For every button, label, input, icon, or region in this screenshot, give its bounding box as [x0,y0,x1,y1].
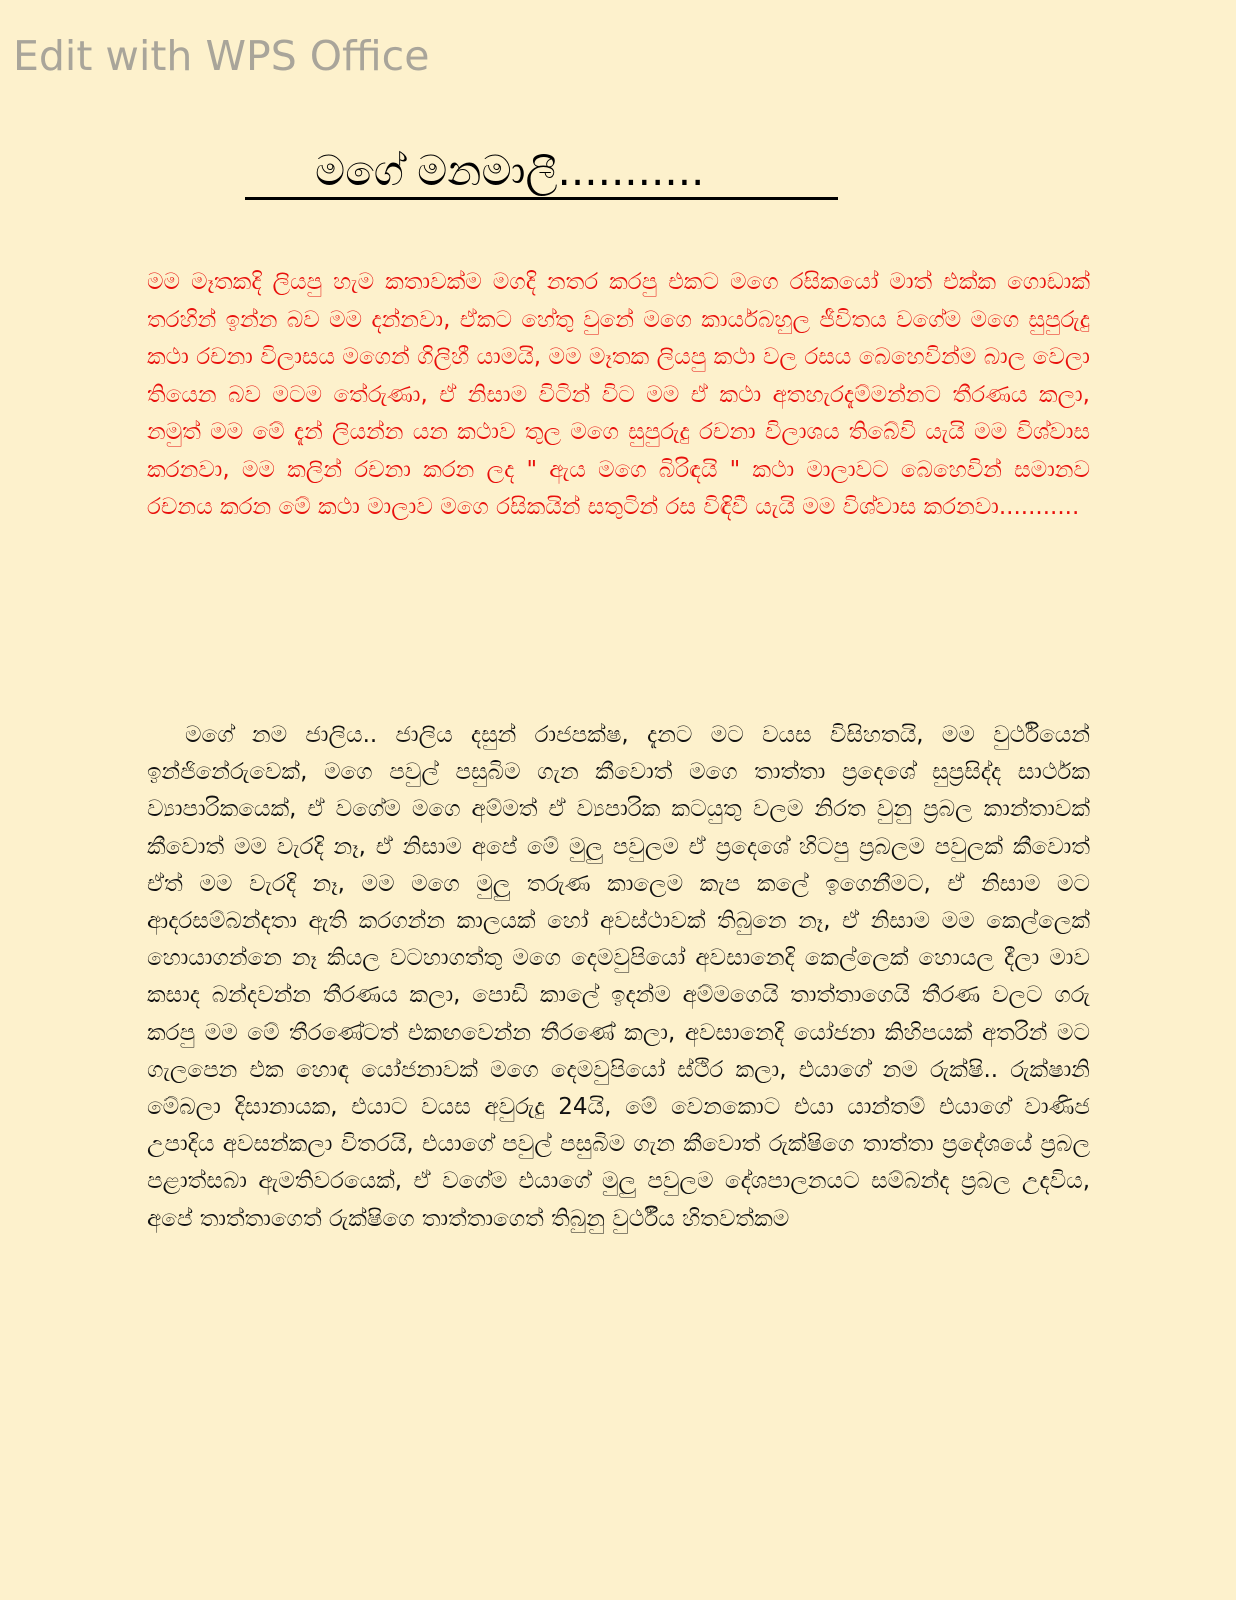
wps-watermark: Edit with WPS Office [13,32,430,80]
intro-paragraph: මම මෑතකදි ලියපු හැම කතාවක්ම මගදි නතර කරපු එකට මගෙ රසිකයෝ මාත් එක්ක ගොඩාක් තරහින් ඉන්න බව මම දන්නවා, ඒකට හේතු වුනේ මගෙ කාර්යබහුල ජීවිතය වගේම මගෙ සුපුරුදු කථා රචනා විලාසය මගෙන් ගිලිහී යාමයි, මම මෑතක ලියපු කථා වල රසය බෙහෙවින්ම බාල වෙලා තියෙන බව මටම තේරුණා, ඒ නිසාම විටින් විට මම ඒ කථා අතහැරදැම්මන්නට තීරණය කලා, නමුත් මම මේ දැන් ලියන්න යන කථාව තුල මගෙ සුපුරුදු රචනා විලාශය තිබේවි යැයි මම විශ්වාස කරනවා, මම කලින් රචනා කරන ලද " ඇය මගෙ බිරිඳයි " කථා මාලාවට බෙහෙවින් සමානව රචනය කරන මේ කථා මාලාව මගෙ රසිකයින් සතුටින් රස විඳිවී යැයි මම විශ්වාස කරනවා........... [147,269,1090,520]
page-title: මගේ මනමාලී........... [245,142,838,200]
story-paragraph: මගේ නම ජාලිය.. ජාලිය දසුන් රාජපක්ෂ, දැනට මට වයස විසිහතයි, මම වුර්ථියෙන් ඉන්ජිනේරුවෙක්, මගෙ පවුල් පසුබිම ගැන කීවොත් මගෙ තාත්තා ප්‍රදෙශේ සුප්‍රසිද්ද සාර්ථක ව්‍යාපාරිකයෙක්, ඒ වගේම මගෙ අම්මත් ඒ ව්‍යපාරික කටයුතු වලම නිරත වුනු ප්‍රබල කාන්තාවක් කීවොත් මම වැරදි නෑ, ඒ නිසාම අපේ මේ මුලු පවුලම ඒ ප්‍රදෙශේ හිටපු ප්‍රබලම පවුලක් කීවොත් ඒත් මම වැරදි නෑ, මම මගෙ මුලු තරුණ කාලෙම කැප කලේ ඉගෙනීමට, ඒ නිසාම මට ආදරසම්බන්දතා ඇති කරගන්න කාලයක් හෝ අවස්ථාවක් තිබුනෙ නෑ, ඒ නිසාම මම කෙල්ලෙක් හොයාගන්නෙ නෑ කියල වටහාගත්තු මගෙ දෙමවුපියෝ අවසානෙදි කෙල්ලෙක් හොයල දීලා මාව කසාද බන්දවන්න තීරණය කලා, පොඩි කාලේ ඉදන්ම අම්මගෙයි තාත්තාගෙයි තීරණ වලට ගරු කරපු මම මේ තීරණේටත් එකඟවෙන්න තීරණේ කලා, අවසානෙදි යෝජනා කිහිපයක් අතරින් මට ගැලපෙන එක හොඳ යෝජනාවක් මගෙ දෙමවුපියෝ ස්ථිර කලා, එයාගේ නම රුක්ෂි.. රුක්ෂානි මේබලා දිසානායක, එයාට වයස අවුරුදු 24යි, මේ වෙනකොට එයා යාන්තම් එයාගේ වාණිජ උපාදිය අවසන්කලා විතරයි, එයාගේ පවුල් පසුබිම ගැන කීවොත් රුක්ෂිගෙ තාත්තා ප්‍රදේශයේ ප්‍රබල පළාත්සබා ඇමතිවරයෙක්, ඒ වගේම එයාගේ මුලු පවුලම දේශපාලනයට සම්බන්ද ප්‍රබල උදවිය, අපේ තාත්තාගෙත් රුක්ෂිගෙ තාත්තාගෙත් තිබුනු වුර්ථීය හිතවත්කම [147,722,1090,1232]
